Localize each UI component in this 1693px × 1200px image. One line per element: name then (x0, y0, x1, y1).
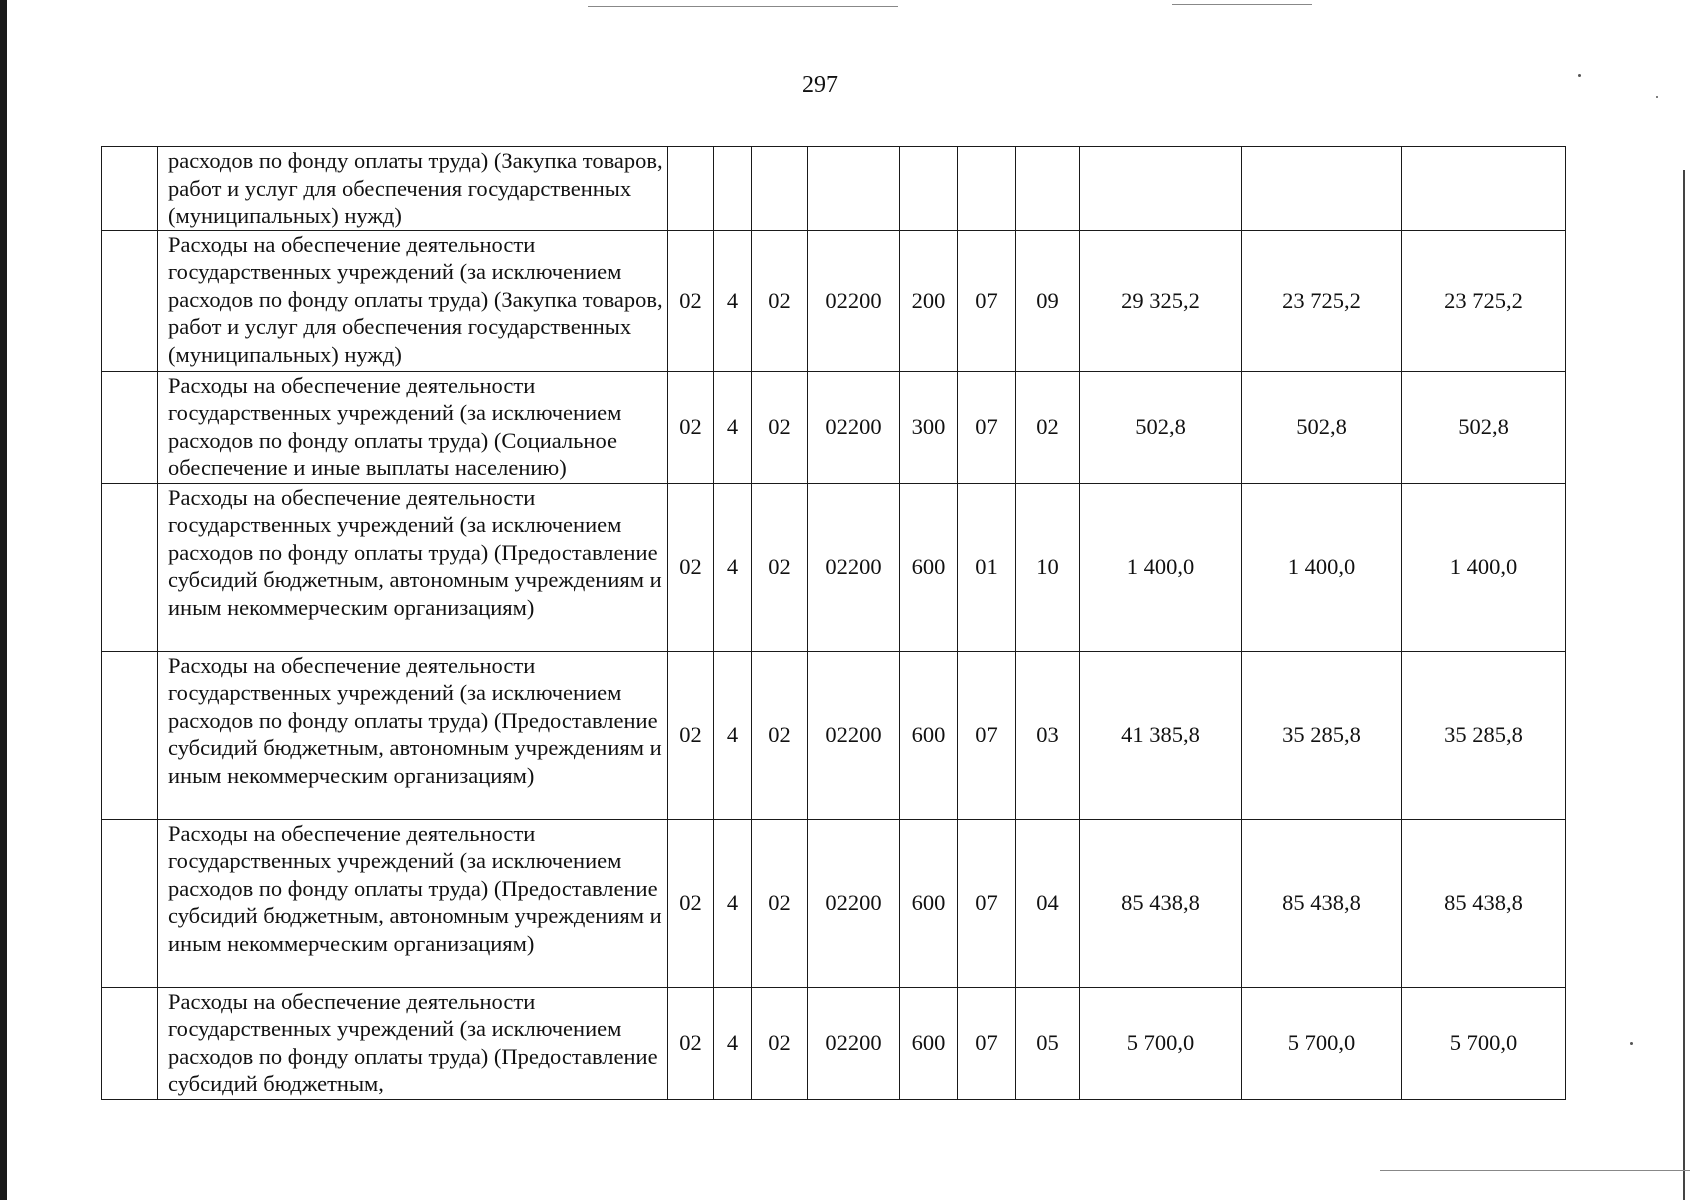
amount-cell: 29 325,2 (1080, 230, 1242, 371)
code-cell: 4 (714, 987, 752, 1099)
description-cell: Расходы на обеспечение деятельности государственных учреждений (за исключением расходов по фонду оплаты труда) (Закупка товаров, работ и услуг для обеспечения государственных (муниципальных) нужд) (158, 230, 668, 371)
scan-edge-left (0, 0, 7, 1200)
code-cell: 600 (900, 987, 958, 1099)
code-cell (900, 147, 958, 231)
amount-cell: 1 400,0 (1402, 483, 1566, 651)
code-cell: 02 (1016, 371, 1080, 483)
code-cell: 02200 (808, 651, 900, 819)
code-cell: 02200 (808, 371, 900, 483)
code-cell: 02 (668, 371, 714, 483)
scan-artifact-line (1380, 1170, 1690, 1171)
scan-speck (1656, 96, 1658, 98)
code-cell: 07 (958, 987, 1016, 1099)
code-cell (1016, 147, 1080, 231)
amount-cell (1242, 147, 1402, 231)
code-cell: 02 (752, 371, 808, 483)
code-cell: 02 (668, 987, 714, 1099)
table-row (102, 483, 1566, 651)
code-cell: 02 (668, 230, 714, 371)
row-number-cell (102, 147, 158, 231)
code-cell: 07 (958, 371, 1016, 483)
description-cell: Расходы на обеспечение деятельности государственных учреждений (за исключением расходов по фонду оплаты труда) (Предоставление субсидий бюджетным, (158, 987, 668, 1099)
code-cell: 02200 (808, 483, 900, 651)
description-cell: Расходы на обеспечение деятельности государственных учреждений (за исключением расходов по фонду оплаты труда) (Социальное обеспечение и иные выплаты населению) (158, 371, 668, 483)
amount-cell: 35 285,8 (1402, 651, 1566, 819)
description-cell: расходов по фонду оплаты труда) (Закупка товаров, работ и услуг для обеспечения государственных (муниципальных) нужд) (158, 147, 668, 231)
row-number-cell (102, 230, 158, 371)
amount-cell: 23 725,2 (1402, 230, 1566, 371)
amount-cell: 5 700,0 (1402, 987, 1566, 1099)
code-cell: 4 (714, 483, 752, 651)
code-cell: 600 (900, 483, 958, 651)
code-cell: 4 (714, 371, 752, 483)
code-cell: 07 (958, 230, 1016, 371)
code-cell: 02 (752, 230, 808, 371)
code-cell: 04 (1016, 819, 1080, 987)
code-cell: 300 (900, 371, 958, 483)
amount-cell: 41 385,8 (1080, 651, 1242, 819)
description-cell: Расходы на обеспечение деятельности государственных учреждений (за исключением расходов по фонду оплаты труда) (Предоставление субсидий бюджетным, автономным учреждениям и иным некоммерческим организациям) (158, 483, 668, 651)
code-cell: 02 (752, 819, 808, 987)
table-row (102, 230, 1566, 371)
scan-artifact-line (588, 6, 898, 7)
code-cell: 02200 (808, 230, 900, 371)
amount-cell (1080, 147, 1242, 231)
code-cell: 09 (1016, 230, 1080, 371)
amount-cell: 35 285,8 (1242, 651, 1402, 819)
row-number-cell (102, 371, 158, 483)
description-cell: Расходы на обеспечение деятельности государственных учреждений (за исключением расходов по фонду оплаты труда) (Предоставление субсидий бюджетным, автономным учреждениям и иным некоммерческим организациям) (158, 819, 668, 987)
code-cell (668, 147, 714, 231)
code-cell: 4 (714, 819, 752, 987)
table-row (102, 371, 1566, 483)
code-cell: 02 (752, 651, 808, 819)
amount-cell: 85 438,8 (1242, 819, 1402, 987)
code-cell (958, 147, 1016, 231)
amount-cell: 1 400,0 (1242, 483, 1402, 651)
code-cell (808, 147, 900, 231)
table-row (102, 651, 1566, 819)
amount-cell: 502,8 (1402, 371, 1566, 483)
amount-cell (1402, 147, 1566, 231)
code-cell: 600 (900, 819, 958, 987)
code-cell: 4 (714, 230, 752, 371)
code-cell: 02 (752, 483, 808, 651)
code-cell: 03 (1016, 651, 1080, 819)
amount-cell: 5 700,0 (1080, 987, 1242, 1099)
code-cell: 07 (958, 651, 1016, 819)
code-cell: 07 (958, 819, 1016, 987)
code-cell (714, 147, 752, 231)
budget-table (101, 146, 1566, 1100)
code-cell: 05 (1016, 987, 1080, 1099)
code-cell (752, 147, 808, 231)
amount-cell: 85 438,8 (1080, 819, 1242, 987)
amount-cell: 5 700,0 (1242, 987, 1402, 1099)
amount-cell: 1 400,0 (1080, 483, 1242, 651)
scan-edge-right (1683, 170, 1685, 1200)
amount-cell: 85 438,8 (1402, 819, 1566, 987)
description-cell: Расходы на обеспечение деятельности государственных учреждений (за исключением расходов по фонду оплаты труда) (Предоставление субсидий бюджетным, автономным учреждениям и иным некоммерческим организациям) (158, 651, 668, 819)
row-number-cell (102, 483, 158, 651)
table-row (102, 987, 1566, 1099)
table-row (102, 147, 1566, 231)
amount-cell: 23 725,2 (1242, 230, 1402, 371)
row-number-cell (102, 651, 158, 819)
code-cell: 200 (900, 230, 958, 371)
code-cell: 02200 (808, 987, 900, 1099)
page-number: 297 (802, 72, 838, 98)
code-cell: 02200 (808, 819, 900, 987)
table-row (102, 819, 1566, 987)
scan-speck (1630, 1042, 1633, 1045)
code-cell: 600 (900, 651, 958, 819)
row-number-cell (102, 819, 158, 987)
amount-cell: 502,8 (1242, 371, 1402, 483)
code-cell: 02 (668, 819, 714, 987)
code-cell: 02 (752, 987, 808, 1099)
scan-artifact-line (1172, 4, 1312, 5)
code-cell: 01 (958, 483, 1016, 651)
amount-cell: 502,8 (1080, 371, 1242, 483)
code-cell: 10 (1016, 483, 1080, 651)
code-cell: 02 (668, 651, 714, 819)
code-cell: 4 (714, 651, 752, 819)
code-cell: 02 (668, 483, 714, 651)
row-number-cell (102, 987, 158, 1099)
